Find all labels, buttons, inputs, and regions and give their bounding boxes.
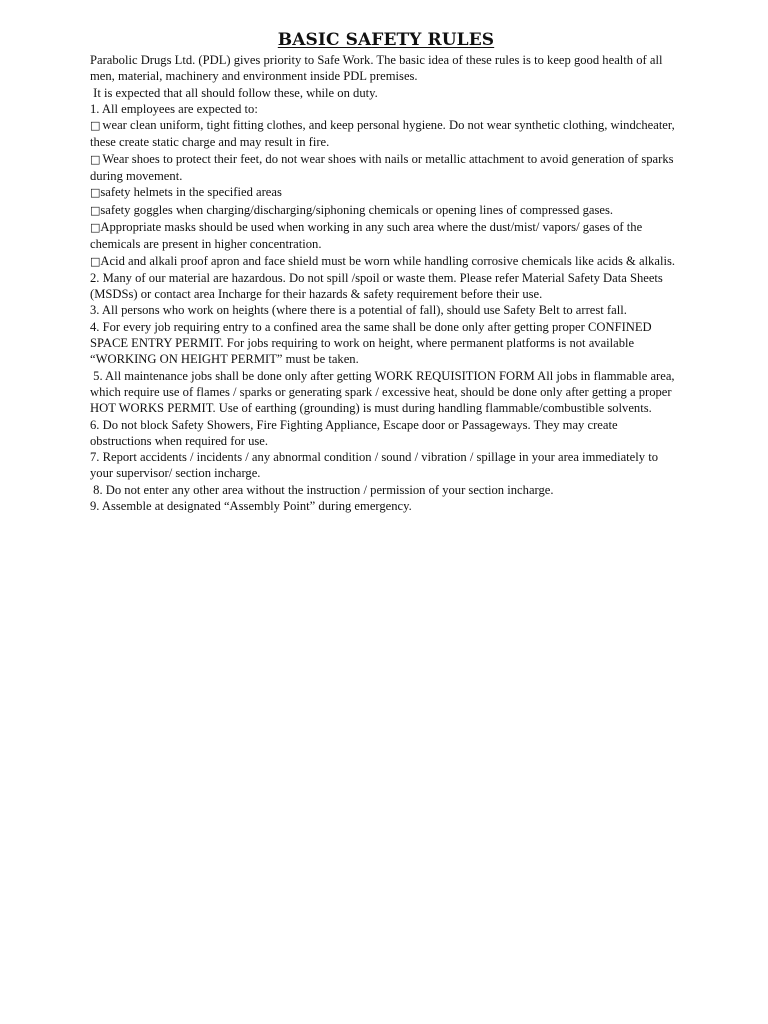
bullet-item (90, 219, 682, 253)
intro-paragraph: Parabolic Drugs Ltd. (PDL) gives priority to Safe Work. The basic idea of these rules is to keep good health of all men, material, machinery and environment inside PDL premises. (90, 53, 663, 84)
page-title: BASIC SAFETY RULES (277, 30, 495, 50)
bullet-item (90, 151, 682, 185)
rule-7: 7. Report accidents / incidents / any abnormal condition / sound / vibration / spillage in your area immediately to your supervisor/ section incharge. (90, 450, 658, 481)
bullet-text: Acid and alkali proof apron and face shield must be worn while handling corrosive chemicals like acids & alkalis. (100, 253, 675, 268)
rule-5 (90, 368, 682, 417)
rule-4-continuation: “WORKING ON HEIGHT PERMIT” must be taken. (90, 352, 359, 367)
bullet-item (90, 202, 682, 219)
bullet-text: Wear shoes to protect their feet, do not wear shoes with nails or metallic attachment to avoid generation of sparks during movement. (90, 151, 674, 184)
rule-5-text: 5. All maintenance jobs shall be done only after getting WORK REQUISITION FORM All jobs in flammable area, which require use of flames / sparks or generating spark / excessive heat, should be done only after getting a proper HOT WORKS PERMIT. Use of earthing (grounding) is must during handling flammable/combustible solvents. (90, 368, 675, 416)
bullet-text: safety goggles when charging/discharging/siphoning chemicals or opening lines of compressed gases. (100, 202, 614, 217)
document-page (90, 30, 682, 514)
bullet-item (90, 184, 682, 201)
bullet-text: safety helmets in the specified areas (100, 185, 282, 200)
bullet-item (90, 253, 682, 270)
rule-6: 6. Do not block Safety Showers, Fire Fighting Appliance, Escape door or Passageways. They may create obstructions when required for use. (90, 417, 618, 448)
rule-4: 4. For every job requiring entry to a confined area the same shall be done only after getting proper CONFINED SPACE ENTRY PERMIT. For jobs requiring to work on height, where permanent platforms is not available (90, 319, 652, 351)
expectation-paragraph (90, 85, 682, 101)
expectation-text: It is expected that all should follow these, while on duty. (93, 85, 378, 100)
bullet-box-icon: □ (90, 203, 101, 217)
bullet-box-icon: □ (90, 152, 101, 166)
bullet-item (90, 117, 682, 151)
rule-1-heading: 1. All employees are expected to: (90, 101, 258, 116)
rule-9: 9. Assemble at designated “Assembly Point” during emergency. (90, 499, 412, 514)
rule-8-text: 8. Do not enter any other area without the instruction / permission of your section incharge. (93, 482, 554, 497)
bullet-box-icon: □ (90, 119, 101, 133)
bullet-box-icon: □ (90, 254, 101, 268)
rule-2: 2. Many of our material are hazardous. Do not spill /spoil or waste them. Please refer Material Safety Data Sheets (MSDSs) or contact area Incharge for their hazards & safety requirement before their use. (90, 270, 663, 302)
rule-8 (90, 482, 682, 498)
bullet-box-icon: □ (90, 220, 101, 234)
bullet-box-icon: □ (90, 186, 101, 200)
bullet-text: wear clean uniform, tight fitting clothes, and keep personal hygiene. Do not wear synthetic clothing, windcheater, these create static charge and may result in fire. (90, 118, 675, 150)
bullet-text: Appropriate masks should be used when working in any such area where the dust/mist/ vapors/ gases of the chemicals are present in higher concentration. (90, 219, 643, 252)
rule-3: 3. All persons who work on heights (where there is a potential of fall), should use Safety Belt to arrest fall. (90, 303, 627, 318)
